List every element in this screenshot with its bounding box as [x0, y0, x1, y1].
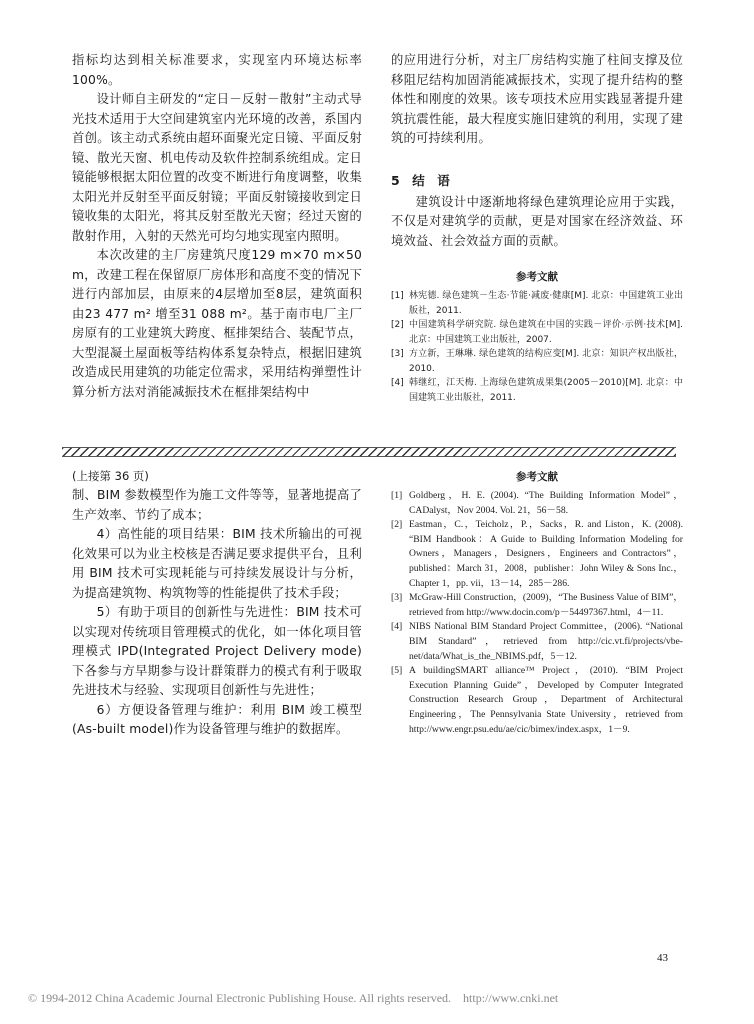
references-title: 参考文献 [516, 471, 558, 483]
section-divider [62, 447, 676, 457]
body-paragraph: 5）有助于项目的创新性与先进性：BIM 技术可以实现对传统项目管理模式的优化，如一体化项目管理模式 IPD(Integrated Project Delivery mode)下各参与方早期参与设计群策群力的模式有利于吸取先进技术与经验、实现项目创新性与先进性； [72, 605, 362, 697]
page-number: 43 [657, 952, 668, 964]
reference-item: [1] Goldberg，H. E. (2004). “The Building Information Model”，CADalyst，Nov 2004. Vol. 21，56－58. [391, 490, 683, 516]
reference-item: [4] NIBS National BIM Standard Project Committee，(2006). “National BIM Standard”，retrieved from http://cic.vt.fi/projects/vbe-net/data/What_is_the_NBIMS.pdf，5－12. [391, 621, 683, 662]
references-list [391, 489, 683, 737]
copyright-footer: © 1994-2012 China Academic Journal Electronic Publishing House. All rights reserved. http://www.cnki.net [28, 991, 559, 1005]
section-heading: 5 结 语 [391, 172, 450, 188]
body-paragraph: 指标均达到相关标准要求，实现室内环境达标率100%。 [72, 53, 362, 87]
body-paragraph: 的应用进行分析，对主厂房结构实施了柱间支撑及位移阻尼结构加固消能减振技术，实现了提升结构的整体性和刚度的效果。该专项技术应用实践显著提升建筑抗震性能，最大程度实施旧建筑的利用，实现了建筑的可持续利用。 [391, 53, 683, 145]
reference-item: [4] 韩继红，江天梅. 上海绿色建筑成果集(2005－2010)[M]. 北京：中国建筑工业出版社，2011. [391, 378, 683, 403]
bottom-right-column [391, 469, 683, 737]
reference-item: [3] McGraw-Hill Construction，(2009)，“The Business Value of BIM”，retrieved from http://www.docin.com/p－54497367.html，4－11. [391, 592, 683, 618]
references-title: 参考文献 [516, 271, 558, 283]
body-paragraph: 本次改建的主厂房建筑尺度129 m×70 m×50 m，改建工程在保留原厂房体形和高度不变的情况下进行内部加层，由原来的4层增加至8层，建筑面积由23 477 m² 增至31 088 m²。基于南市电厂主厂房原有的工业建筑大跨度、框排架结合、装配节点，大型混凝土屋面板等结构体系复杂特点，根据旧建筑改造成民用建筑的功能定位需求，采用结构弹塑性计算分析方法对消能减振技术在框排架结构中 [72, 248, 362, 399]
reference-item: [2] 中国建筑科学研究院. 绿色建筑在中国的实践－评价·示例·技术[M]. 北京：中国建筑工业出版社，2007. [391, 320, 683, 345]
reference-item: [2] Eastman，C.，Teicholz，P.，Sacks，R. and Liston，K. (2008). “BIM Handbook：A Guide to Building Information Modeling for Owners，Managers，Designers，Engineers and Contractors”，published：March 31，2008，publisher：John Wiley & Sons Inc.，Chapter 1，pp. vii，13－14，285－286. [391, 519, 683, 589]
conclusion-paragraph: 建筑设计中逐渐地将绿色建筑理论应用于实践，不仅是对建筑学的贡献，更是对国家在经济效益、环境效益、社会效益方面的贡献。 [391, 194, 683, 248]
body-paragraph: 设计师自主研发的“定日－反射－散射”主动式导光技术适用于大空间建筑室内光环境的改善，系国内首创。该主动式系统由超环面聚光定日镜、平面反射镜、散光天窗、机电传动及软件控制系统组成。定日镜能够根据太阳位置的改变不断进行角度调整，收集太阳光并反射至平面反射镜；平面反射镜接收到定日镜收集的太阳光，将其反射至散光天窗；经过天窗的散射作用，入射的天然光可均匀地实现室内照明。 [72, 92, 362, 243]
reference-item: [3] 方立新，王琳琳. 绿色建筑的结构应变[M]. 北京：知识产权出版社，2010. [391, 349, 683, 374]
reference-item: [1] 林宪德. 绿色建筑－生态·节能·减废·健康[M]. 北京：中国建筑工业出版社，2011. [391, 291, 683, 316]
body-paragraph: 6）方便设备管理与维护：利用 BIM 竣工模型(As-built model)作为设备管理与维护的数据库。 [72, 702, 362, 736]
body-paragraph: 4）高性能的项目结果：BIM 技术所输出的可视化效果可以为业主校核是否满足要求提供平台，且利用 BIM 技术可实现耗能与可持续发展设计与分析，为提高建筑物、构筑物等的性能提供了技术手段； [72, 527, 362, 600]
bottom-left-column [72, 467, 362, 740]
references-list [391, 289, 683, 405]
top-left-column [72, 51, 362, 402]
top-right-column [391, 51, 683, 405]
reference-item: [5] A buildingSMART alliance™ Project，(2010). “BIM Project Execution Planning Guide”，Developed by Computer Integrated Construction Research Group，Department of Architectural Engineering，The Pennsylvania State University，retrieved from http://www.engr.psu.edu/ae/cic/bimex/index.aspx，1－9. [391, 665, 683, 735]
continuation-note: (上接第 36 页) [72, 469, 149, 483]
body-paragraph: 制、BIM 参数模型作为施工文件等等，显著地提高了生产效率、节约了成本； [72, 488, 362, 522]
